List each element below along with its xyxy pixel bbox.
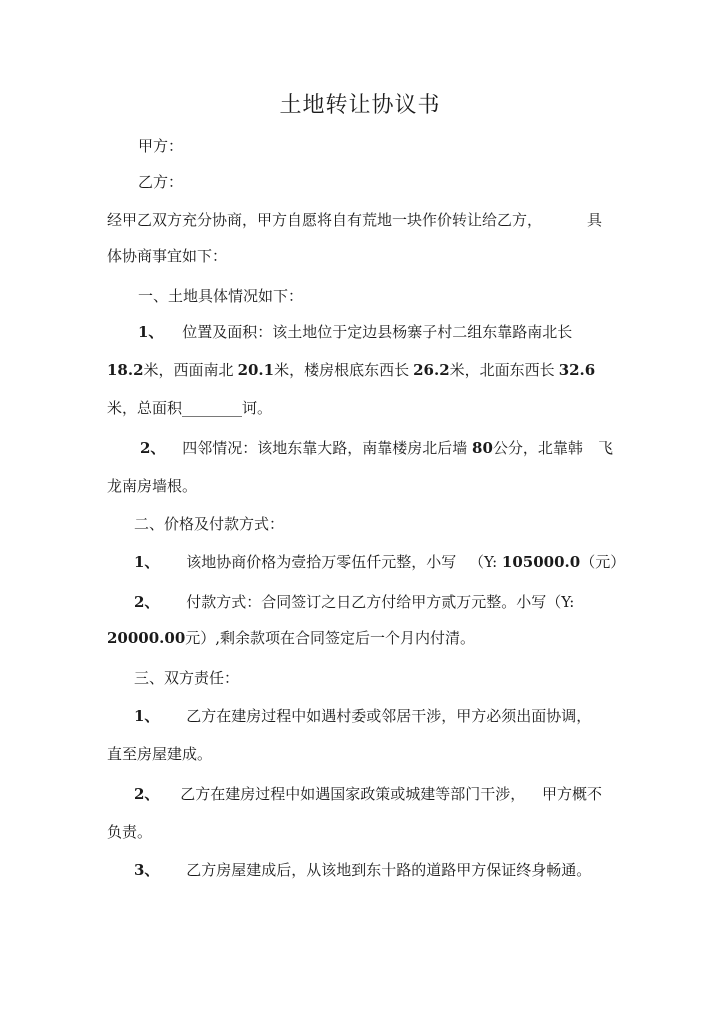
text-segment: 公分，北靠韩 <box>492 439 583 457</box>
item-text: 乙方在建房过程中如遇国家政策或城建等部门干涉， <box>180 785 526 803</box>
section-1-item-1-line-2 <box>107 360 595 380</box>
value-north-south-length: 18.2 <box>107 361 144 379</box>
section-1-item-1-line-3: 米，总面积________诃。 <box>107 399 273 417</box>
item-text: 乙方房屋建成后，从该地到东十路的道路甲方保证终身畅通。 <box>186 861 592 879</box>
value-building-length: 26.2 <box>413 361 450 379</box>
section-2-heading: 二、价格及付款方式： <box>134 515 285 533</box>
currency-open: （Y: <box>469 553 498 571</box>
section-3-item-2-line-2: 负责。 <box>107 823 153 841</box>
section-2-item-2-line-1 <box>134 592 574 612</box>
section-3-heading: 三、双方责任： <box>134 669 240 687</box>
section-1-item-1-line-1 <box>138 322 572 342</box>
text-segment: 元）,剩余款项在合同签定后一个月内付清。 <box>185 629 476 647</box>
section-1-item-2-line-1 <box>140 438 583 458</box>
section-3-item-1-line-1 <box>134 706 591 726</box>
item-number: 2、 <box>134 785 160 803</box>
section-1-heading: 一、土地具体情况如下： <box>138 287 304 305</box>
item-number: 3、 <box>134 861 160 879</box>
intro-text-a: 经甲乙双方充分协商，甲方自愿将自有荒地一块作价转让给乙方， <box>107 211 543 229</box>
item-text: 付款方式：合同签订之日乙方付给甲方贰万元整。小写（Y: <box>186 593 575 611</box>
text-segment: 米，楼房根底东西长 <box>274 361 410 379</box>
intro-line-1 <box>107 210 542 230</box>
section-2-item-2-line-2 <box>107 628 475 648</box>
item-number: 1、 <box>134 707 160 725</box>
party-b-label: 乙方： <box>138 173 184 191</box>
intro-line-1-end: 具 <box>587 211 603 229</box>
item-number: 2、 <box>140 439 166 457</box>
item-text: 位置及面积：该土地位于定边县杨寨子村二组东靠路南北长 <box>182 323 573 341</box>
value-down-payment: 20000.00 <box>107 629 186 647</box>
section-3-item-3-line-1 <box>134 860 591 880</box>
section-2-item-1-line-1 <box>134 552 625 572</box>
item-text: 四邻情况：该地东靠大路，南靠楼房北后墙 <box>182 439 468 457</box>
section-1-item-2-line-1-end: 飞 <box>598 439 614 457</box>
item-number: 2、 <box>134 593 160 611</box>
text-segment: 米，北面东西长 <box>449 361 555 379</box>
value-total-price: 105000.0 <box>501 553 581 571</box>
item-number: 1、 <box>138 323 164 341</box>
item-text-end: 甲方概不 <box>542 785 603 803</box>
section-3-item-1-line-2: 直至房屋建成。 <box>107 745 213 763</box>
party-a-label: 甲方： <box>138 137 184 155</box>
intro-line-2: 体协商事宜如下： <box>107 247 228 265</box>
value-west-length: 20.1 <box>237 361 275 379</box>
text-segment: 米，西面南北 <box>143 361 234 379</box>
item-text: 该地协商价格为壹拾万零伍仟元整，小写 <box>186 553 457 571</box>
document-title: 土地转让协议书 <box>279 93 441 118</box>
item-number: 1、 <box>134 553 160 571</box>
value-wall-distance: 80 <box>472 439 493 457</box>
section-3-item-2-line-1 <box>134 784 602 804</box>
value-north-length: 32.6 <box>558 361 596 379</box>
currency-unit: （元） <box>580 553 626 571</box>
item-text: 乙方在建房过程中如遇村委或邻居干涉，甲方必须出面协调， <box>186 707 592 725</box>
section-1-item-2-line-2: 龙南房墙根。 <box>107 477 198 495</box>
